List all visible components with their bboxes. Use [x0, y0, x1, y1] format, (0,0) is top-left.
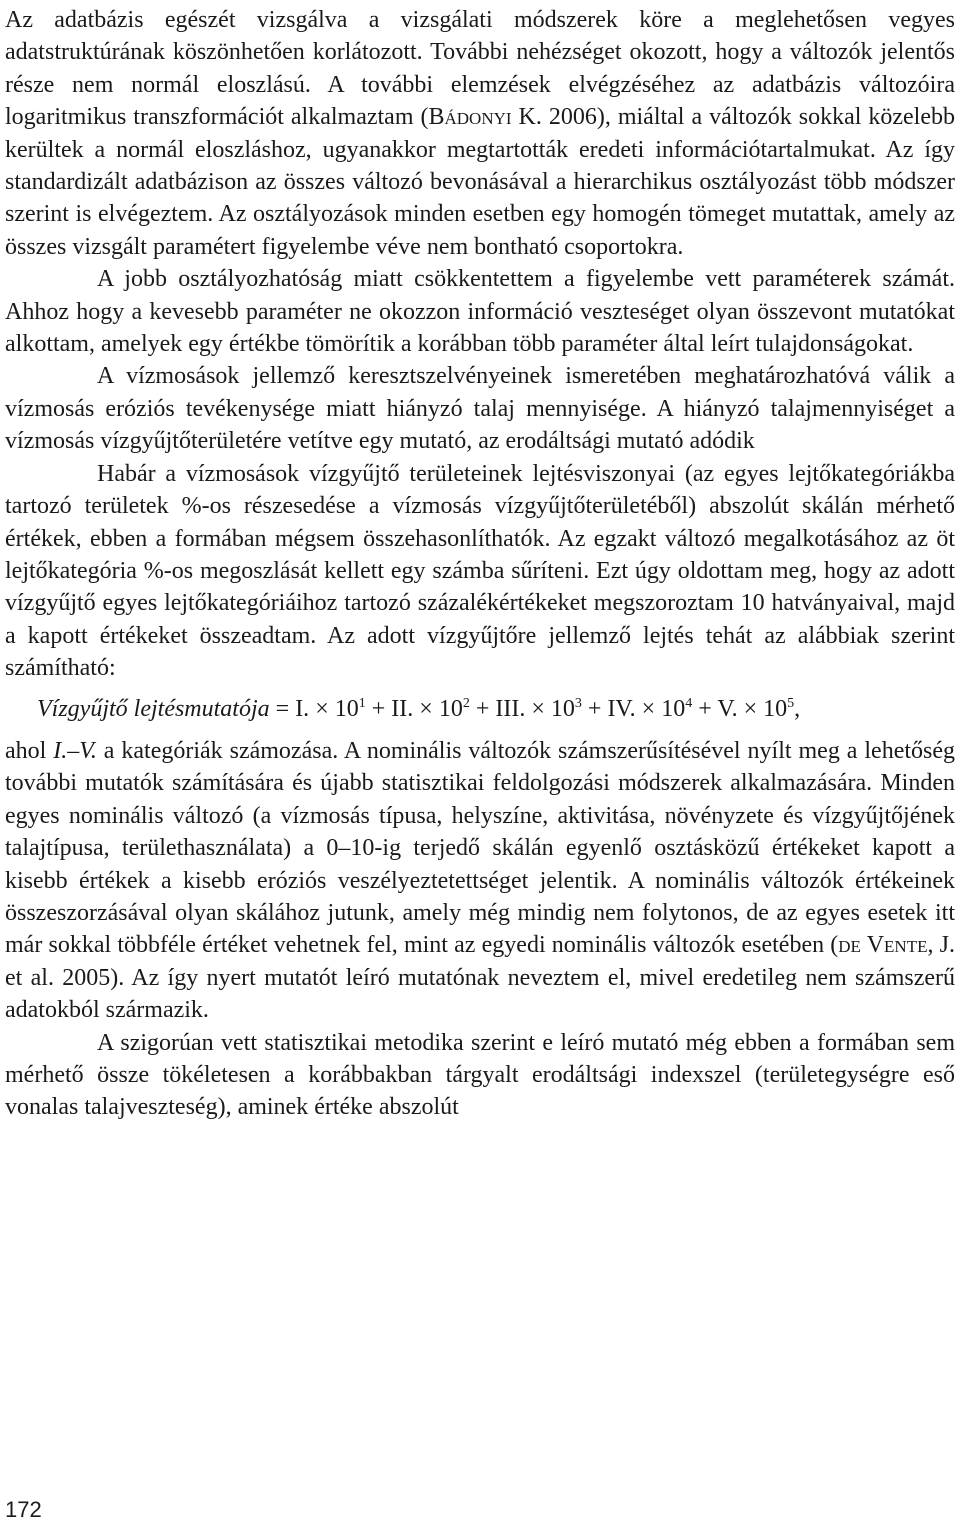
paragraph-3 — [5, 360, 955, 457]
p5-text-a: ahol — [5, 737, 54, 764]
citation-author-badonyi: Bádonyi — [428, 104, 512, 131]
formula-times-5: × — [743, 695, 758, 722]
formula-term-4-exp: 4 — [685, 695, 693, 711]
p6-text: A szigorúan vett statisztikai metodika szerint e leíró mutató még ebben a formában sem mérhető össze tökéletesen a korábbakban tárgyalt erodáltsági indexszel (területegységre eső vonalas talajveszteség), aminek értéke abszolút — [5, 1029, 955, 1121]
formula-term-1-exp: 1 — [358, 695, 366, 711]
formula-term-5-exp: 5 — [787, 695, 795, 711]
formula-term-1-coef: I. — [295, 695, 310, 722]
slope-index-formula — [5, 693, 955, 725]
formula-plus-3: + — [587, 695, 602, 722]
formula-term-2-base: 10 — [438, 695, 463, 722]
citation-author-de-vente: de Vente — [838, 932, 928, 959]
p5-text-c: , J. et al. 2005). Az így nyert mutatót leíró mutatónak neveztem el, mivel eredetileg nem számszerű adatokból származik. — [5, 932, 955, 1024]
formula-term-3-exp: 3 — [574, 695, 582, 711]
formula-term-2-coef: II. — [391, 695, 414, 722]
paragraph-5 — [5, 735, 955, 1027]
paragraph-4 — [5, 458, 955, 685]
p3-text: A vízmosások jellemző keresztszelvényeinek ismeretében meghatározhatóvá válik a vízmosás eróziós tevékenysége miatt hiányzó talaj mennyisége. A hiányzó talajmennyiséget a vízmosás vízgyűjtőterületére vetítve egy mutató, az erodáltsági mutató adódik — [5, 363, 955, 455]
formula-plus-1: + — [371, 695, 386, 722]
formula-label: Vízgyűjtő lejtésmutatója — [37, 695, 270, 722]
p5-text-b: a kategóriák számozása. A nominális változók számszerűsítésével nyílt meg a lehetőség további mutatók számítására és újabb statisztikai feldolgozási módszerek alkalmazására. Minden egyes nominális változó (a vízmosás típusa, helyszíne, aktivitása, növényzete és vízgyűjtőjének talajtípusa, területhasználata) a 0–10-ig terjedő skálán egyenlő osztásközű értékeket kapott a kisebb értékek a kisebb eróziós veszélyeztetettséget jelentik. A nominális változók értékeinek összeszorzásával olyan skálához jutunk, amely még mindig nem folytonos, de az egyes esetek itt már sokkal többféle értéket vehetnek fel, mint az egyedi nominális változók esetében ( — [5, 737, 956, 959]
formula-term-4-coef: IV. — [607, 695, 636, 722]
formula-term-1-base: 10 — [334, 695, 359, 722]
formula-plus-2: + — [475, 695, 490, 722]
formula-times-4: × — [641, 695, 656, 722]
formula-term-3-base: 10 — [550, 695, 575, 722]
formula-term-4-base: 10 — [661, 695, 686, 722]
formula-times-2: × — [419, 695, 433, 722]
formula-tail: , — [794, 695, 801, 722]
paragraph-2 — [5, 263, 955, 360]
p2-text: A jobb osztályozhatóság miatt csökkentettem a figyelembe vett paraméterek számát. Ahhoz hogy a kevesebb paraméter ne okozzon információ veszteséget olyan összevont mutatókat alkottam, amelyek egy értékbe tömörítik a korábban több paraméter által leírt tulajdonságokat. — [5, 266, 955, 358]
category-range: I.–V. — [53, 737, 97, 764]
formula-term-2-exp: 2 — [462, 695, 470, 711]
formula-term-5-coef: V. — [717, 695, 738, 722]
formula-equals: = — [275, 695, 290, 722]
page-number: 172 — [5, 1497, 42, 1522]
p1-text-a: Az adatbázis egészét vizsgálva a vizsgálati módszerek köre a meglehetősen vegyes adatstruktúrának köszönhetően korlátozott. További nehézséget okozott, hogy a változók jelentős része nem normál eloszlású. A további elemzések elvégzéséhez az adatbázis változóira logaritmikus transzformációt alkalmaztam ( — [5, 7, 955, 131]
paragraph-1 — [5, 4, 955, 263]
p4-text: Habár a vízmosások vízgyűjtő területeinek lejtésviszonyai (az egyes lejtőkategóriákba tartozó területek %-os részesedése a vízmosás vízgyűjtőterületéből) abszolút skálán mérhető értékek, ebben a formában mégsem összehasonlíthatók. Az egzakt változó megalkotásához az öt lejtőkategória %-os megoszlását kellett egy számba sűríteni. Ezt úgy oldottam meg, hogy az adott vízgyűjtő egyes lejtőkategóriáihoz tartozó százalékértékeket megszoroztam 10 hatványaival, majd a kapott értékeket összeadtam. Az adott vízgyűjtőre jellemző lejtés tehát az alábbiak szerint számítható: — [5, 460, 955, 682]
p1-text-b: K. 2006), miáltal a változók sokkal közelebb kerültek a normál eloszláshoz, ugyanakkor megtartották eredeti információtartalmukat. Az így standardizált adatbázison az összes változó bevonásával a hierarchikus osztályozást több módszer szerint is elvégeztem. Az osztályozások minden esetben egy homogén tömeget mutattak, amely az összes vizsgált paramétert figyelembe véve nem bontható csoportokra. — [5, 104, 956, 260]
formula-plus-4: + — [698, 695, 712, 722]
formula-times-3: × — [531, 695, 545, 722]
body-text — [5, 4, 955, 1124]
formula-term-5-base: 10 — [763, 695, 788, 722]
formula-times-1: × — [315, 695, 329, 722]
formula-term-3-coef: III. — [495, 695, 526, 722]
paragraph-6 — [5, 1027, 955, 1124]
